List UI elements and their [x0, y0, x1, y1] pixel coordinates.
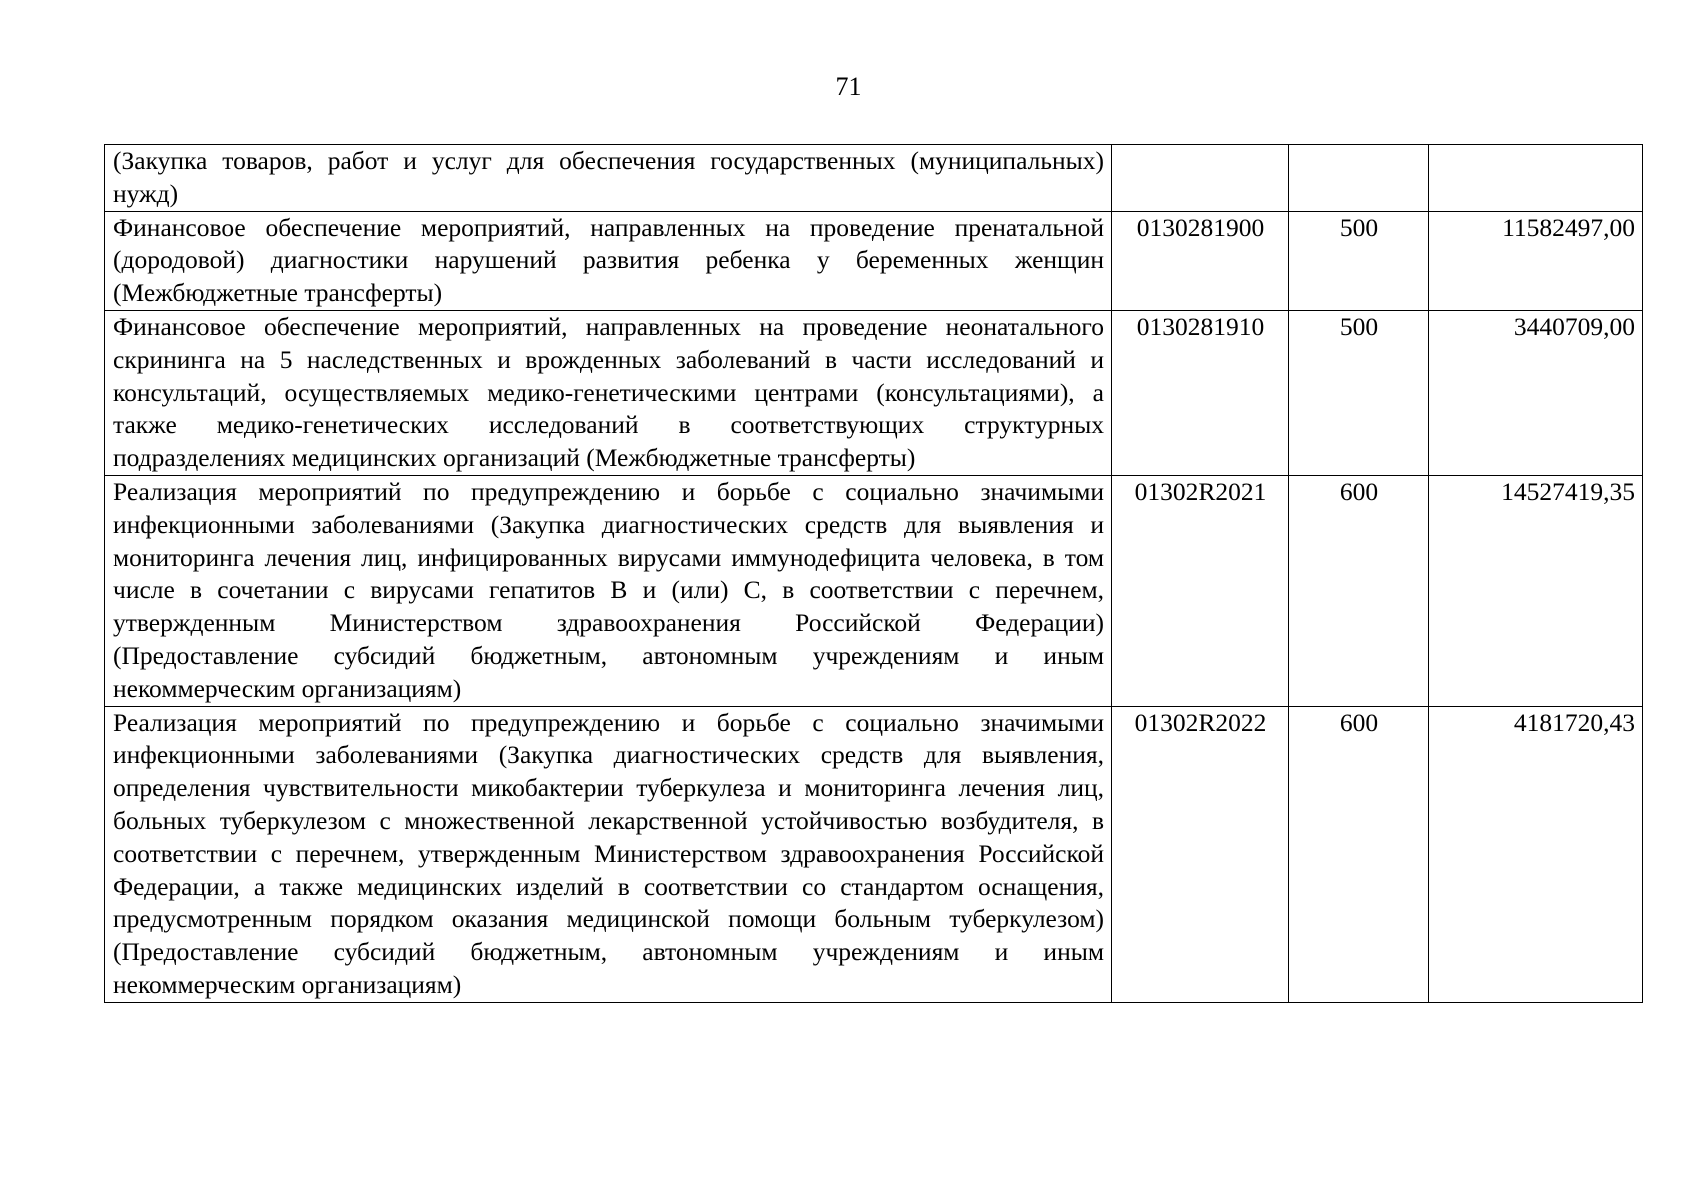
expense-name-cell: Реализация мероприятий по предупреждению и борьбе с социально значимыми инфекционными заболеваниями (Закупка диагностических средств для выявления и мониторинга лечения лиц, инфицированных вирусами иммунодефицита человека, в том числе в сочетании с вирусами гепатитов B и (или) C, в соответствии с перечнем, утвержденным Министерством здравоохранения Российской Федерации) (Предоставление субсидий бюджетным, автономным учреждениям и иным некоммерческим организациям) — [105, 475, 1112, 706]
expense-type-cell — [1289, 145, 1429, 212]
amount-cell: 3440709,00 — [1429, 310, 1643, 475]
expense-name-cell: Финансовое обеспечение мероприятий, направленных на проведение пренатальной (дородовой) диагностики нарушений развития ребенка у беременных женщин (Межбюджетные трансферты) — [105, 211, 1112, 310]
expense-type-cell: 500 — [1289, 211, 1429, 310]
table-row — [105, 706, 1643, 1002]
page-number: 71 — [835, 72, 862, 101]
amount-cell: 11582497,00 — [1429, 211, 1643, 310]
amount-cell: 14527419,35 — [1429, 475, 1643, 706]
table-row — [105, 145, 1643, 212]
target-code-cell — [1112, 145, 1289, 212]
expense-type-cell: 600 — [1289, 706, 1429, 1002]
table-row — [105, 475, 1643, 706]
expense-type-cell: 500 — [1289, 310, 1429, 475]
amount-cell — [1429, 145, 1643, 212]
amount-cell: 4181720,43 — [1429, 706, 1643, 1002]
target-code-cell: 0130281910 — [1112, 310, 1289, 475]
expense-name-cell: Финансовое обеспечение мероприятий, направленных на проведение неонатального скрининга на 5 наследственных и врожденных заболеваний в части исследований и консультаций, осуществляемых медико-генетическими центрами (консультациями), а также медико-генетических исследований в соответствующих структурных подразделениях медицинских организаций (Межбюджетные трансферты) — [105, 310, 1112, 475]
expense-name-cell: Реализация мероприятий по предупреждению и борьбе с социально значимыми инфекционными заболеваниями (Закупка диагностических средств для выявления, определения чувствительности микобактерии туберкулеза и мониторинга лечения лиц, больных туберкулезом с множественной лекарственной устойчивостью возбудителя, в соответствии с перечнем, утвержденным Министерством здравоохранения Российской Федерации, а также медицинских изделий в соответствии со стандартом оснащения, предусмотренным порядком оказания медицинской помощи больным туберкулезом) (Предоставление субсидий бюджетным, автономным учреждениям и иным некоммерческим организациям) — [105, 706, 1112, 1002]
expense-name-cell: (Закупка товаров, работ и услуг для обеспечения государственных (муниципальных) нужд) — [105, 145, 1112, 212]
target-code-cell: 01302R2022 — [1112, 706, 1289, 1002]
table-row — [105, 310, 1643, 475]
target-code-cell: 0130281900 — [1112, 211, 1289, 310]
expense-type-cell: 600 — [1289, 475, 1429, 706]
target-code-cell: 01302R2021 — [1112, 475, 1289, 706]
budget-table — [104, 144, 1643, 1003]
table-row — [105, 211, 1643, 310]
